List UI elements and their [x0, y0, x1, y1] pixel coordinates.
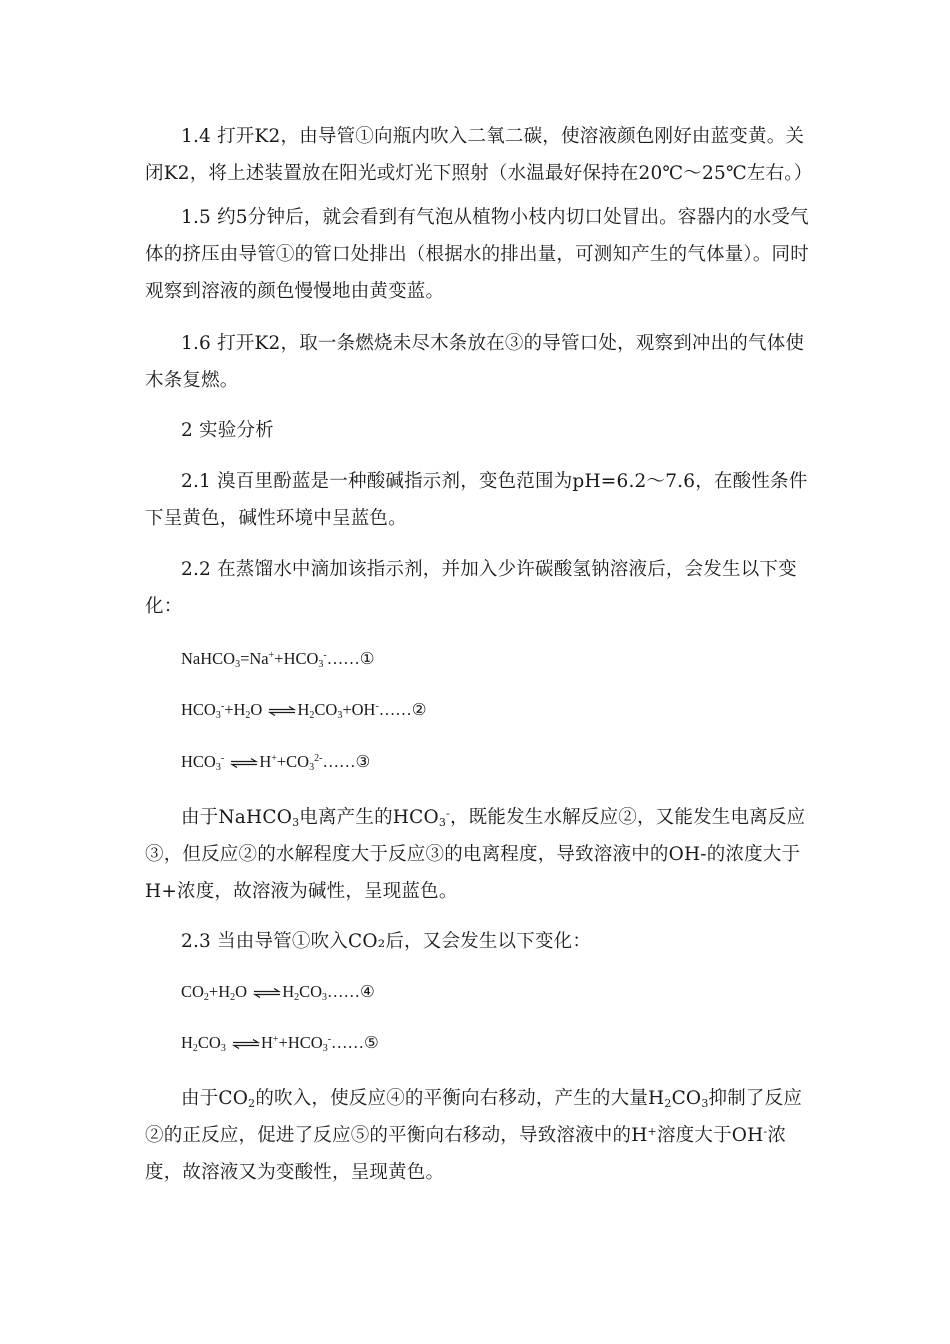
paragraph-1-6: 1.6 打开K2，取一条燃烧未尽木条放在③的导管口处，观察到冲出的气体使木条复燃。 — [145, 333, 805, 391]
paragraph-2-1: 2.1 溴百里酚蓝是一种酸碱指示剂，变色范围为pH=6.2～7.6，在酸性条件下呈黄色，碱性环境中呈蓝色。 — [145, 471, 808, 529]
equation-2: $HCO_3^-+H_2O$ $H_2CO_3+OH^-\dots\dots ②$ — [181, 700, 427, 721]
analysis-paragraph-1: 由于NaHCO$_3$电离产生的$HCO_3^-$，既能发生水解反应②，又能发生电离反应③，但反应②的水解程度大于反应③的电离程度，导致溶液中的OH-的浓度大于H+浓度，故溶液为碱性，呈现蓝色。 — [145, 807, 806, 902]
equilibrium-arrow-icon — [268, 706, 296, 716]
equation-5: $H_2CO_3$ $H^++HCO_3^-\dots\dots ⑤$ — [181, 1033, 379, 1054]
section-heading-2: 2 实验分析 — [181, 420, 274, 441]
equilibrium-arrow-icon — [232, 1039, 260, 1049]
analysis-paragraph-2: 由于$CO_2$的吹入，使反应④的平衡向右移动，产生的大量$H_2CO_3$抑制了反应②的正反应，促进了反应⑤的平衡向右移动，导致溶液中的H+溶度大于OH-浓度，故溶液又为变酸性，呈现黄色。 — [145, 1088, 803, 1183]
equation-4: $CO_2+H_2O$ $H_2CO_3\dots\dots ④$ — [181, 982, 375, 1003]
paragraph-2-3: 2.3 当由导管①吹入CO₂后，又会发生以下变化： — [181, 931, 592, 952]
equation-1: $NaHCO_3=Na^++HCO_3^-\dots\dots ①$ — [181, 649, 375, 670]
paragraph-1-4: 1.4 打开K2，由导管①向瓶内吹入二氧二碳，使溶液颜色刚好由蓝变黄。关闭K2，将上述装置放在阳光或灯光下照射（水温最好保持在20℃～25℃左右。） — [145, 126, 813, 184]
equilibrium-arrow-icon — [230, 758, 258, 768]
paragraph-2-2: 2.2 在蒸馏水中滴加该指示剂，并加入少许碳酸氢钠溶液后，会发生以下变化： — [145, 559, 797, 617]
equilibrium-arrow-icon — [253, 988, 281, 998]
equation-3: $HCO_3^-$ $H^++CO_3^{2-}\dots\dots ③$ — [181, 752, 371, 773]
paragraph-1-5: 1.5 约5分钟后，就会看到有气泡从植物小枝内切口处冒出。容器内的水受气体的挤压由导管①的管口处排出（根据水的排出量，可测知产生的气体量）。同时观察到溶液的颜色慢慢地由黄变蓝。 — [145, 207, 809, 302]
